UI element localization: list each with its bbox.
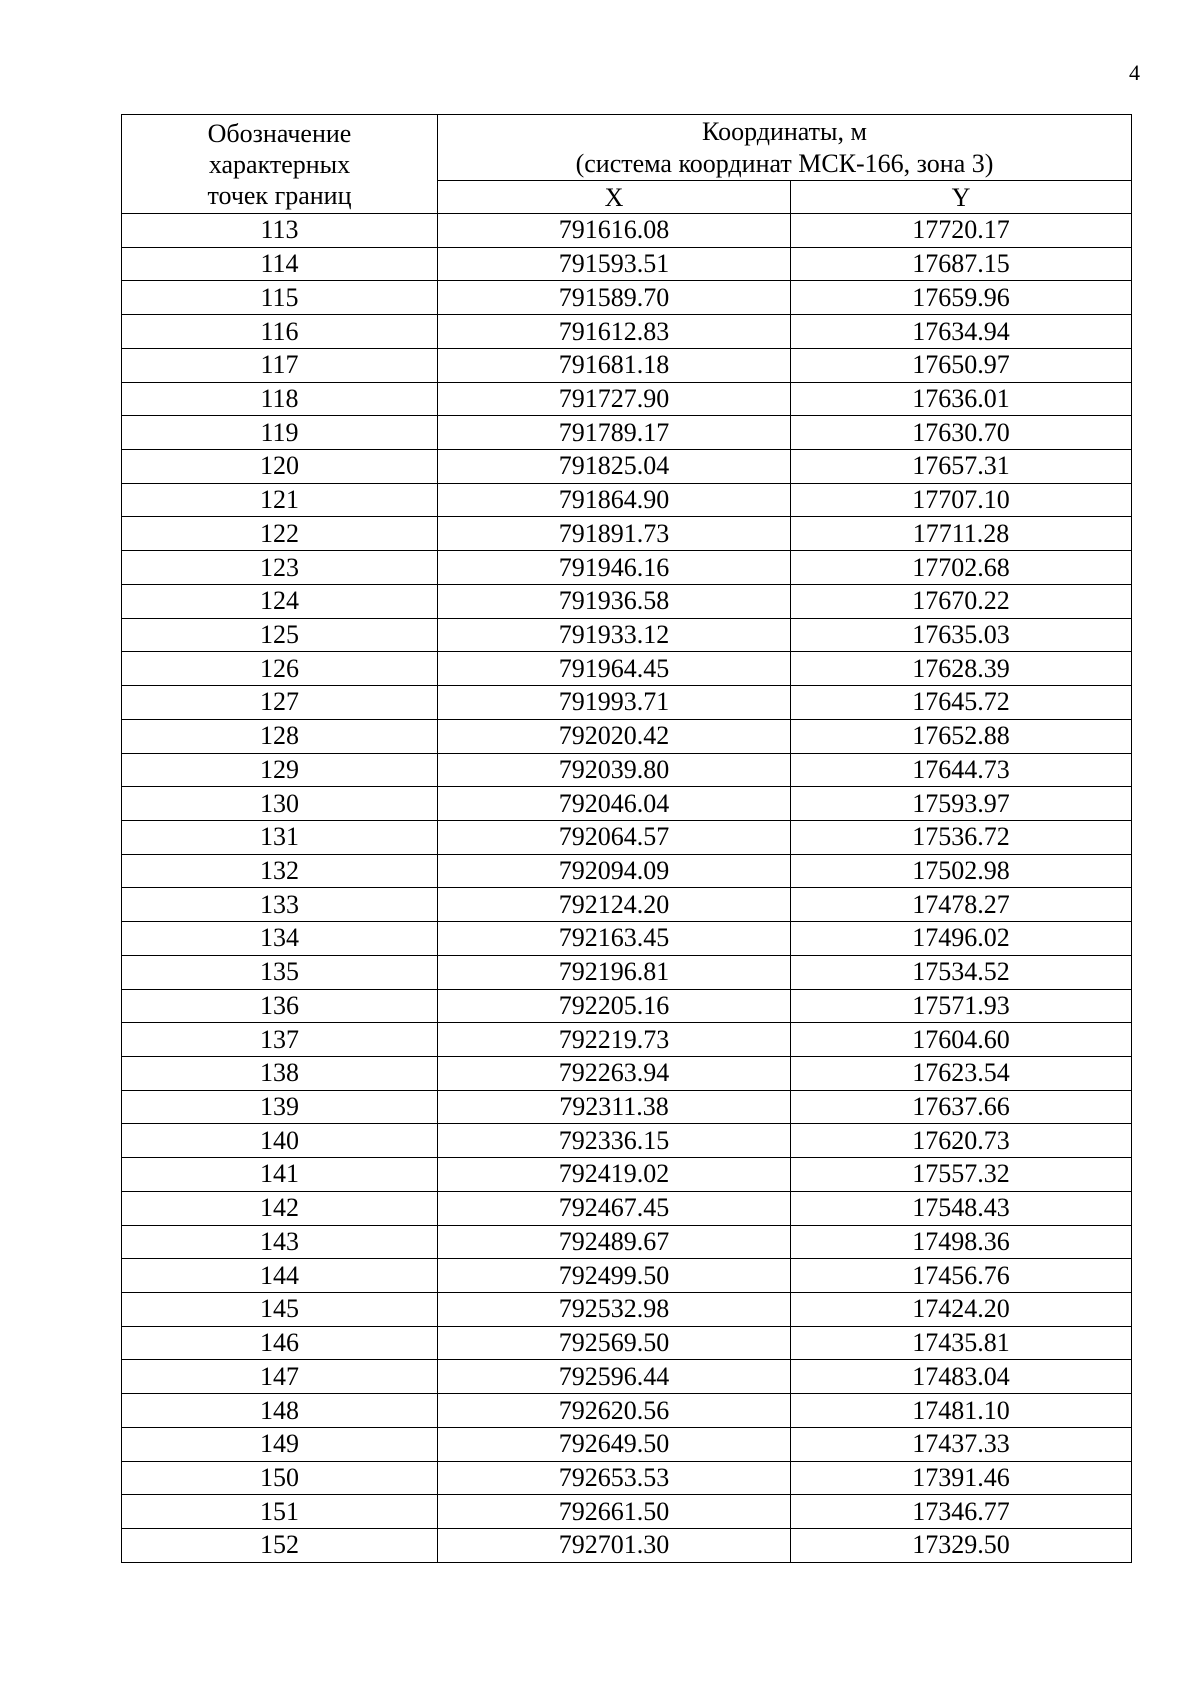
x-coordinate-cell: 792094.09 — [438, 854, 791, 888]
y-coordinate-cell: 17636.01 — [791, 382, 1132, 416]
table-row — [122, 753, 1132, 787]
y-coordinate-cell: 17604.60 — [791, 1023, 1132, 1057]
y-coordinate-cell: 17483.04 — [791, 1360, 1132, 1394]
x-coordinate-cell: 792163.45 — [438, 922, 791, 956]
x-coordinate-cell: 791612.83 — [438, 315, 791, 349]
x-coordinate-cell: 792467.45 — [438, 1191, 791, 1225]
y-column-header: Y — [791, 181, 1132, 214]
table-row — [122, 888, 1132, 922]
point-cell: 137 — [122, 1023, 438, 1057]
y-coordinate-cell: 17435.81 — [791, 1326, 1132, 1360]
table-row — [122, 1495, 1132, 1529]
point-cell: 127 — [122, 686, 438, 720]
y-coordinate-cell: 17437.33 — [791, 1427, 1132, 1461]
x-coordinate-cell: 791825.04 — [438, 450, 791, 484]
y-coordinate-cell: 17391.46 — [791, 1461, 1132, 1495]
y-coordinate-cell: 17645.72 — [791, 686, 1132, 720]
y-coordinate-cell: 17687.15 — [791, 247, 1132, 281]
point-cell: 129 — [122, 753, 438, 787]
y-coordinate-cell: 17571.93 — [791, 989, 1132, 1023]
x-coordinate-cell: 791933.12 — [438, 618, 791, 652]
y-coordinate-cell: 17478.27 — [791, 888, 1132, 922]
y-coordinate-cell: 17670.22 — [791, 584, 1132, 618]
table-row — [122, 1023, 1132, 1057]
x-coordinate-cell: 791589.70 — [438, 281, 791, 315]
y-coordinate-cell: 17650.97 — [791, 348, 1132, 382]
x-coordinate-cell: 792419.02 — [438, 1158, 791, 1192]
table-row — [122, 787, 1132, 821]
point-cell: 147 — [122, 1360, 438, 1394]
y-coordinate-cell: 17346.77 — [791, 1495, 1132, 1529]
x-coordinate-cell: 792124.20 — [438, 888, 791, 922]
table-row — [122, 1056, 1132, 1090]
point-cell: 114 — [122, 247, 438, 281]
table-row — [122, 1158, 1132, 1192]
point-designation-header — [122, 115, 438, 214]
x-coordinate-cell: 792653.53 — [438, 1461, 791, 1495]
y-coordinate-cell: 17720.17 — [791, 214, 1132, 248]
y-coordinate-cell: 17456.76 — [791, 1259, 1132, 1293]
point-cell: 124 — [122, 584, 438, 618]
y-coordinate-cell: 17557.32 — [791, 1158, 1132, 1192]
x-coordinate-cell: 791891.73 — [438, 517, 791, 551]
table-row — [122, 1326, 1132, 1360]
table-row — [122, 1360, 1132, 1394]
x-coordinate-cell: 791789.17 — [438, 416, 791, 450]
x-coordinate-cell: 791864.90 — [438, 483, 791, 517]
point-cell: 148 — [122, 1394, 438, 1428]
y-coordinate-cell: 17707.10 — [791, 483, 1132, 517]
x-coordinate-cell: 791946.16 — [438, 551, 791, 585]
y-coordinate-cell: 17623.54 — [791, 1056, 1132, 1090]
x-coordinate-cell: 792649.50 — [438, 1427, 791, 1461]
point-cell: 121 — [122, 483, 438, 517]
table-body — [122, 214, 1132, 1563]
x-coordinate-cell: 792311.38 — [438, 1090, 791, 1124]
x-coordinate-cell: 791616.08 — [438, 214, 791, 248]
point-cell: 116 — [122, 315, 438, 349]
x-column-header: X — [438, 181, 791, 214]
table-row — [122, 517, 1132, 551]
coordinates-title-header: Координаты, м — [438, 115, 1132, 148]
x-coordinate-cell: 792336.15 — [438, 1124, 791, 1158]
coordinate-system-header: (система координат МСК-166, зона 3) — [438, 148, 1132, 181]
point-cell: 119 — [122, 416, 438, 450]
table-row — [122, 247, 1132, 281]
point-cell: 126 — [122, 652, 438, 686]
x-coordinate-cell: 792489.67 — [438, 1225, 791, 1259]
x-coordinate-cell: 792064.57 — [438, 820, 791, 854]
y-coordinate-cell: 17329.50 — [791, 1529, 1132, 1563]
x-coordinate-cell: 791993.71 — [438, 686, 791, 720]
table-row — [122, 854, 1132, 888]
table-row — [122, 1293, 1132, 1327]
table-row — [122, 483, 1132, 517]
y-coordinate-cell: 17630.70 — [791, 416, 1132, 450]
point-cell: 123 — [122, 551, 438, 585]
point-cell: 146 — [122, 1326, 438, 1360]
x-coordinate-cell: 792596.44 — [438, 1360, 791, 1394]
y-coordinate-cell: 17502.98 — [791, 854, 1132, 888]
point-cell: 136 — [122, 989, 438, 1023]
table-row — [122, 989, 1132, 1023]
x-coordinate-cell: 791727.90 — [438, 382, 791, 416]
y-coordinate-cell: 17628.39 — [791, 652, 1132, 686]
point-cell: 145 — [122, 1293, 438, 1327]
x-coordinate-cell: 792620.56 — [438, 1394, 791, 1428]
x-coordinate-cell: 792263.94 — [438, 1056, 791, 1090]
table-row — [122, 551, 1132, 585]
table-row — [122, 416, 1132, 450]
point-cell: 134 — [122, 922, 438, 956]
y-coordinate-cell: 17498.36 — [791, 1225, 1132, 1259]
point-cell: 120 — [122, 450, 438, 484]
point-cell: 122 — [122, 517, 438, 551]
table-row — [122, 1259, 1132, 1293]
y-coordinate-cell: 17634.94 — [791, 315, 1132, 349]
point-cell: 152 — [122, 1529, 438, 1563]
y-coordinate-cell: 17496.02 — [791, 922, 1132, 956]
x-coordinate-cell: 792701.30 — [438, 1529, 791, 1563]
y-coordinate-cell: 17620.73 — [791, 1124, 1132, 1158]
point-cell: 118 — [122, 382, 438, 416]
point-cell: 151 — [122, 1495, 438, 1529]
point-cell: 144 — [122, 1259, 438, 1293]
y-coordinate-cell: 17644.73 — [791, 753, 1132, 787]
table-row — [122, 719, 1132, 753]
point-cell: 130 — [122, 787, 438, 821]
x-coordinate-cell: 792499.50 — [438, 1259, 791, 1293]
table-row — [122, 618, 1132, 652]
y-coordinate-cell: 17652.88 — [791, 719, 1132, 753]
point-cell: 150 — [122, 1461, 438, 1495]
point-header-line-1: Обозначение — [207, 119, 352, 148]
y-coordinate-cell: 17702.68 — [791, 551, 1132, 585]
table-row — [122, 1090, 1132, 1124]
table-row — [122, 1124, 1132, 1158]
y-coordinate-cell: 17424.20 — [791, 1293, 1132, 1327]
x-coordinate-cell: 792020.42 — [438, 719, 791, 753]
point-cell: 140 — [122, 1124, 438, 1158]
x-coordinate-cell: 792205.16 — [438, 989, 791, 1023]
table-row — [122, 315, 1132, 349]
table-row — [122, 281, 1132, 315]
point-cell: 128 — [122, 719, 438, 753]
table-row — [122, 652, 1132, 686]
y-coordinate-cell: 17548.43 — [791, 1191, 1132, 1225]
table-row — [122, 1529, 1132, 1563]
point-cell: 117 — [122, 348, 438, 382]
table-row — [122, 214, 1132, 248]
point-cell: 115 — [122, 281, 438, 315]
table-row — [122, 922, 1132, 956]
point-cell: 143 — [122, 1225, 438, 1259]
y-coordinate-cell: 17711.28 — [791, 517, 1132, 551]
x-coordinate-cell: 792046.04 — [438, 787, 791, 821]
y-coordinate-cell: 17657.31 — [791, 450, 1132, 484]
x-coordinate-cell: 792039.80 — [438, 753, 791, 787]
table-row — [122, 1225, 1132, 1259]
table-row — [122, 820, 1132, 854]
y-coordinate-cell: 17481.10 — [791, 1394, 1132, 1428]
table-row — [122, 686, 1132, 720]
y-coordinate-cell: 17593.97 — [791, 787, 1132, 821]
table-row — [122, 1394, 1132, 1428]
table-row — [122, 1427, 1132, 1461]
x-coordinate-cell: 791936.58 — [438, 584, 791, 618]
point-cell: 135 — [122, 955, 438, 989]
y-coordinate-cell: 17534.52 — [791, 955, 1132, 989]
page-number: 4 — [1129, 60, 1140, 85]
point-cell: 149 — [122, 1427, 438, 1461]
table-header — [122, 115, 1132, 214]
table-row — [122, 1461, 1132, 1495]
table-row — [122, 955, 1132, 989]
y-coordinate-cell: 17635.03 — [791, 618, 1132, 652]
x-coordinate-cell: 792196.81 — [438, 955, 791, 989]
table-row — [122, 450, 1132, 484]
point-cell: 139 — [122, 1090, 438, 1124]
x-coordinate-cell: 792569.50 — [438, 1326, 791, 1360]
point-cell: 138 — [122, 1056, 438, 1090]
point-cell: 133 — [122, 888, 438, 922]
point-cell: 113 — [122, 214, 438, 248]
y-coordinate-cell: 17659.96 — [791, 281, 1132, 315]
table-row — [122, 382, 1132, 416]
x-coordinate-cell: 791681.18 — [438, 348, 791, 382]
point-cell: 131 — [122, 820, 438, 854]
point-cell: 141 — [122, 1158, 438, 1192]
point-header-line-3: точек границ — [207, 181, 352, 210]
x-coordinate-cell: 791964.45 — [438, 652, 791, 686]
table-row — [122, 348, 1132, 382]
x-coordinate-cell: 792532.98 — [438, 1293, 791, 1327]
y-coordinate-cell: 17536.72 — [791, 820, 1132, 854]
table-row — [122, 1191, 1132, 1225]
point-cell: 132 — [122, 854, 438, 888]
point-cell: 142 — [122, 1191, 438, 1225]
point-header-line-2: характерных — [208, 150, 351, 179]
y-coordinate-cell: 17637.66 — [791, 1090, 1132, 1124]
x-coordinate-cell: 791593.51 — [438, 247, 791, 281]
table-row — [122, 584, 1132, 618]
point-cell: 125 — [122, 618, 438, 652]
x-coordinate-cell: 792661.50 — [438, 1495, 791, 1529]
coordinates-table — [121, 114, 1132, 1563]
x-coordinate-cell: 792219.73 — [438, 1023, 791, 1057]
